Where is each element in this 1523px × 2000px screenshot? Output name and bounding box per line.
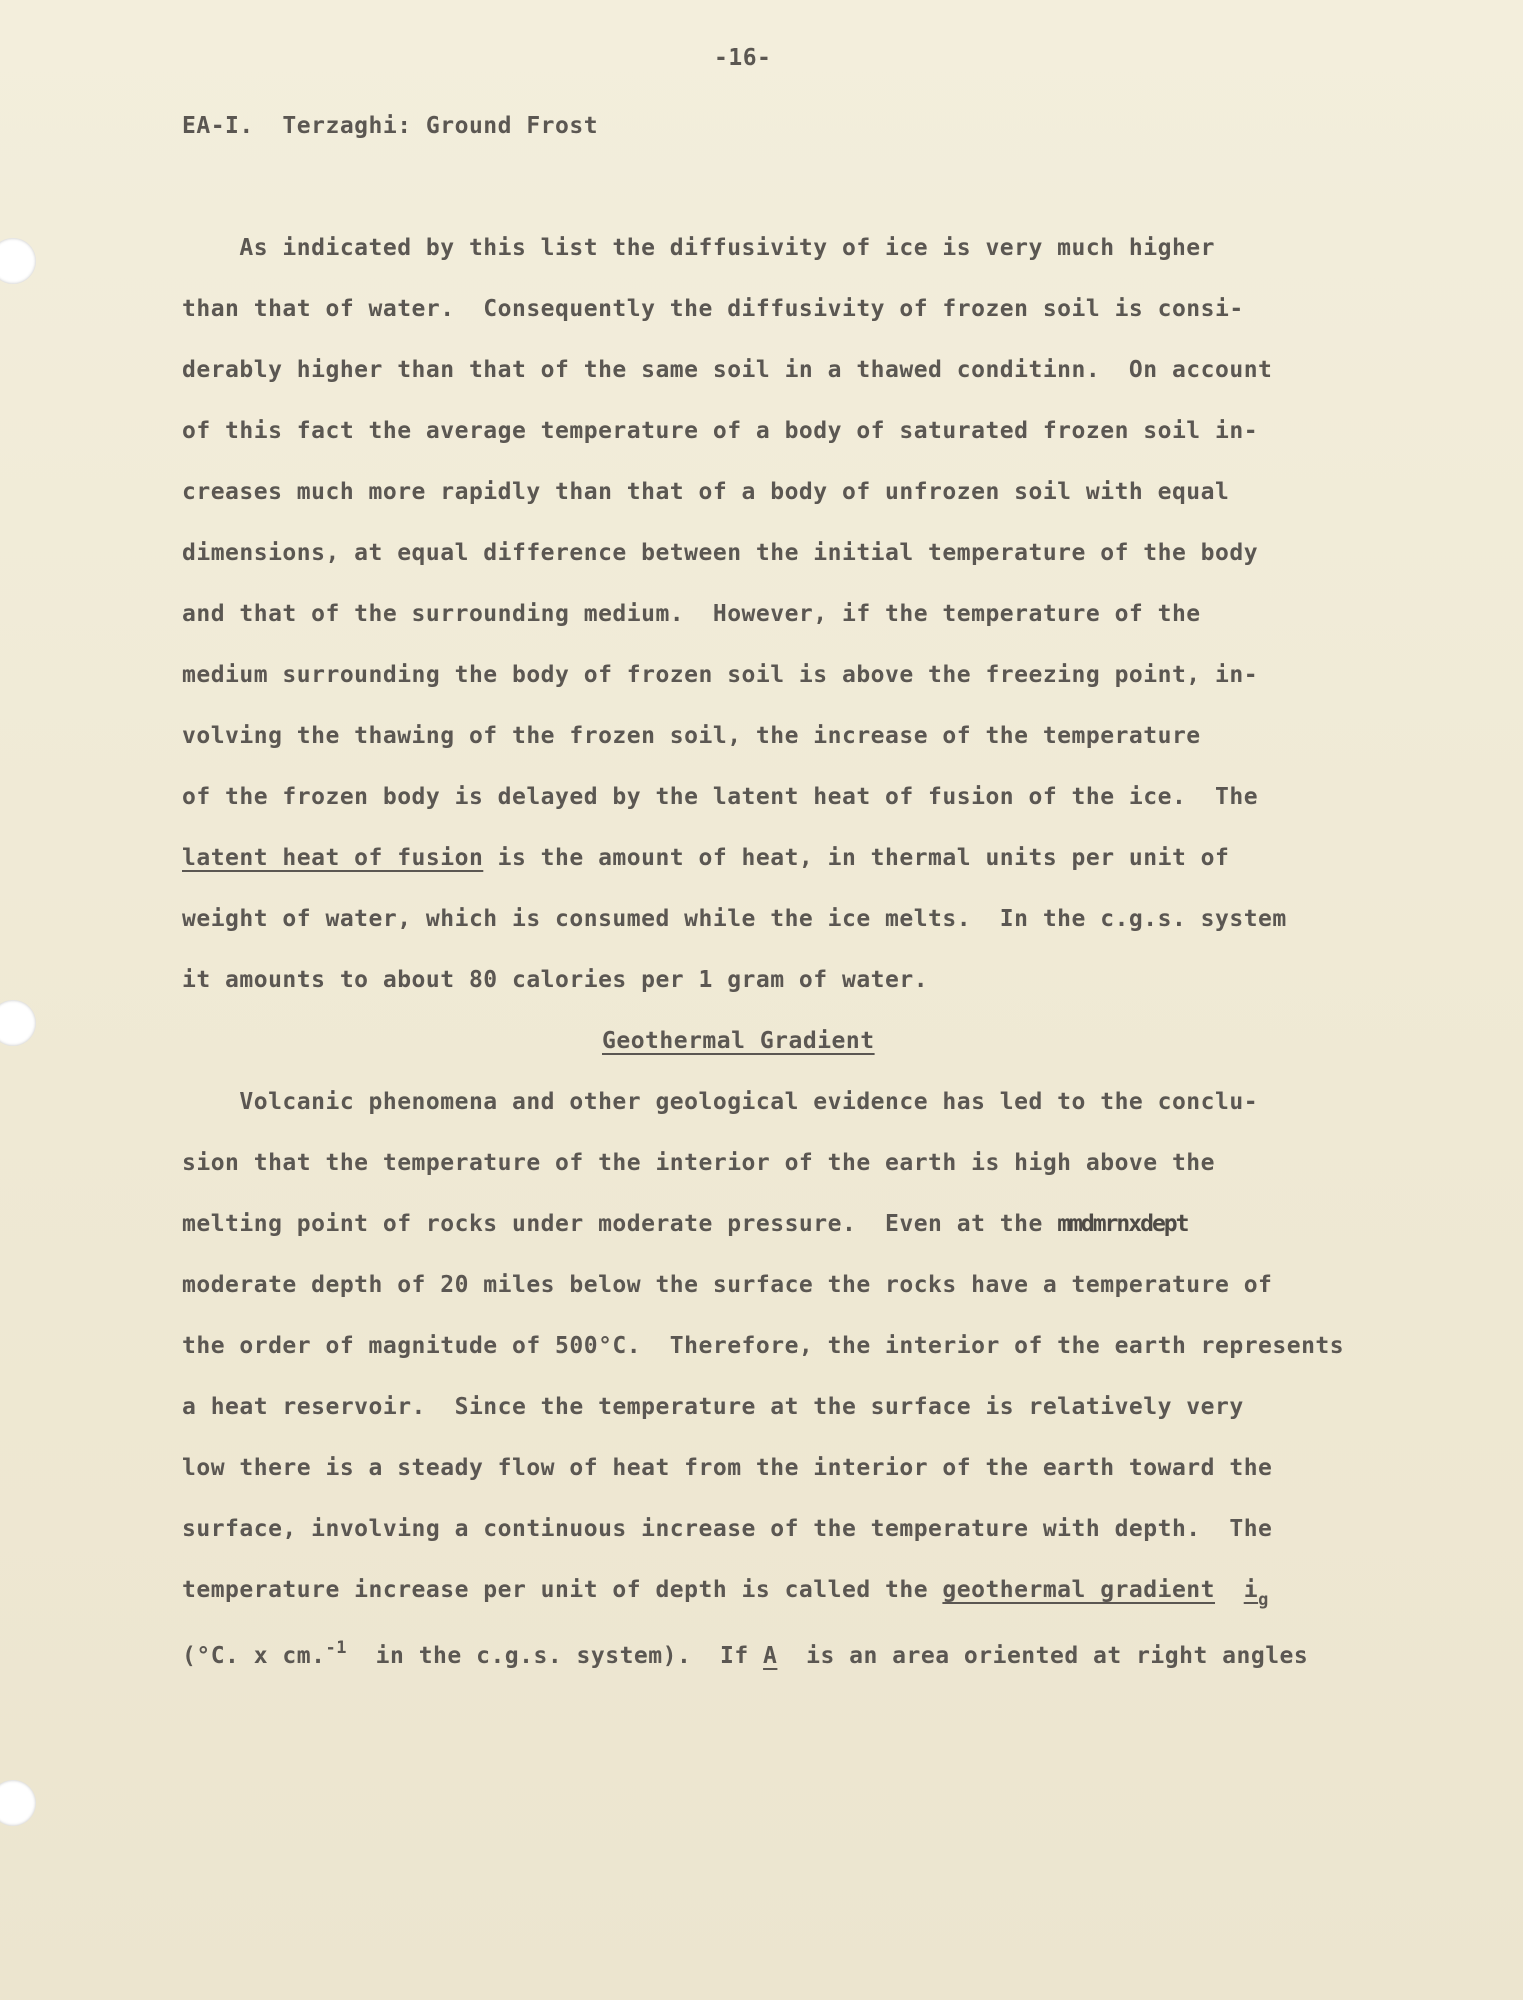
paragraph2-line: a heat reservoir. Since the temperature at the surface is relatively very <box>182 1394 1244 1420</box>
paragraph1-line: medium surrounding the body of frozen soil is above the freezing point, in- <box>182 662 1259 688</box>
symbol-subscript-g: g <box>1258 1590 1269 1610</box>
punch-hole-middle <box>0 1000 36 1046</box>
paragraph1-line: latent heat of fusion is the amount of heat, in thermal units per unit of <box>182 845 1230 871</box>
document-header: EA-I. Terzaghi: Ground Frost <box>182 113 599 139</box>
paragraph1-line: As indicated by this list the diffusivity of ice is very much higher <box>182 235 1215 261</box>
paragraph1-line: of this fact the average temperature of a body of saturated frozen soil in- <box>182 418 1259 444</box>
paragraph2-line: Volcanic phenomena and other geological evidence has led to the conclu- <box>182 1089 1259 1115</box>
symbol-A: A <box>763 1643 778 1669</box>
underlined-term-latent-heat: latent heat of fusion <box>182 845 484 871</box>
paragraph2-line: sion that the temperature of the interior of the earth is high above the <box>182 1150 1215 1176</box>
paragraph1-line: volving the thawing of the frozen soil, the increase of the temperature <box>182 723 1201 749</box>
section-heading: Geothermal Gradient <box>602 1028 875 1054</box>
paragraph2-line: low there is a steady flow of heat from the interior of the earth toward the <box>182 1455 1273 1481</box>
symbol-i: i <box>1243 1577 1259 1603</box>
paragraph2-line: melting point of rocks under moderate pressure. Even at the mmdmrnxdept <box>182 1211 1188 1237</box>
page-number: -16- <box>714 45 772 71</box>
paragraph1-line: creases much more rapidly than that of a body of unfrozen soil with equal <box>182 479 1230 505</box>
paragraph2-line: surface, involving a continuous increase of the temperature with depth. The <box>182 1516 1273 1542</box>
paragraph1-line: and that of the surrounding medium. However, if the temperature of the <box>182 601 1201 627</box>
paragraph1-line: weight of water, which is consumed while the ice melts. In the c.g.s. system <box>182 906 1287 932</box>
paragraph2-line: moderate depth of 20 miles below the surface the rocks have a temperature of <box>182 1272 1273 1298</box>
paragraph1-line: of the frozen body is delayed by the latent heat of fusion of the ice. The <box>182 784 1259 810</box>
paragraph2-line: the order of magnitude of 500°C. Therefore, the interior of the earth represents <box>182 1333 1345 1359</box>
underlined-term-geothermal-gradient: geothermal gradient <box>942 1577 1216 1603</box>
struck-out-typing: mmdmrnxdept <box>1057 1211 1188 1237</box>
paragraph2-line: temperature increase per unit of depth is called the geothermal gradient $i_g$ <box>182 1577 1269 1610</box>
punch-hole-bottom <box>0 1780 36 1826</box>
paragraph2-line: (°C. x cm.$^{-1}$ in the c.g.s. system). If A is an area oriented at right angles <box>182 1638 1309 1669</box>
paragraph1-line: derably higher than that of the same soil in a thawed conditinn. On account <box>182 357 1273 383</box>
paragraph1-line: dimensions, at equal difference between the initial temperature of the body <box>182 540 1259 566</box>
exponent: -1 <box>325 1638 347 1658</box>
paragraph1-line: than that of water. Consequently the diffusivity of frozen soil is consi- <box>182 296 1244 322</box>
paragraph1-line: it amounts to about 80 calories per 1 gram of water. <box>182 967 929 993</box>
